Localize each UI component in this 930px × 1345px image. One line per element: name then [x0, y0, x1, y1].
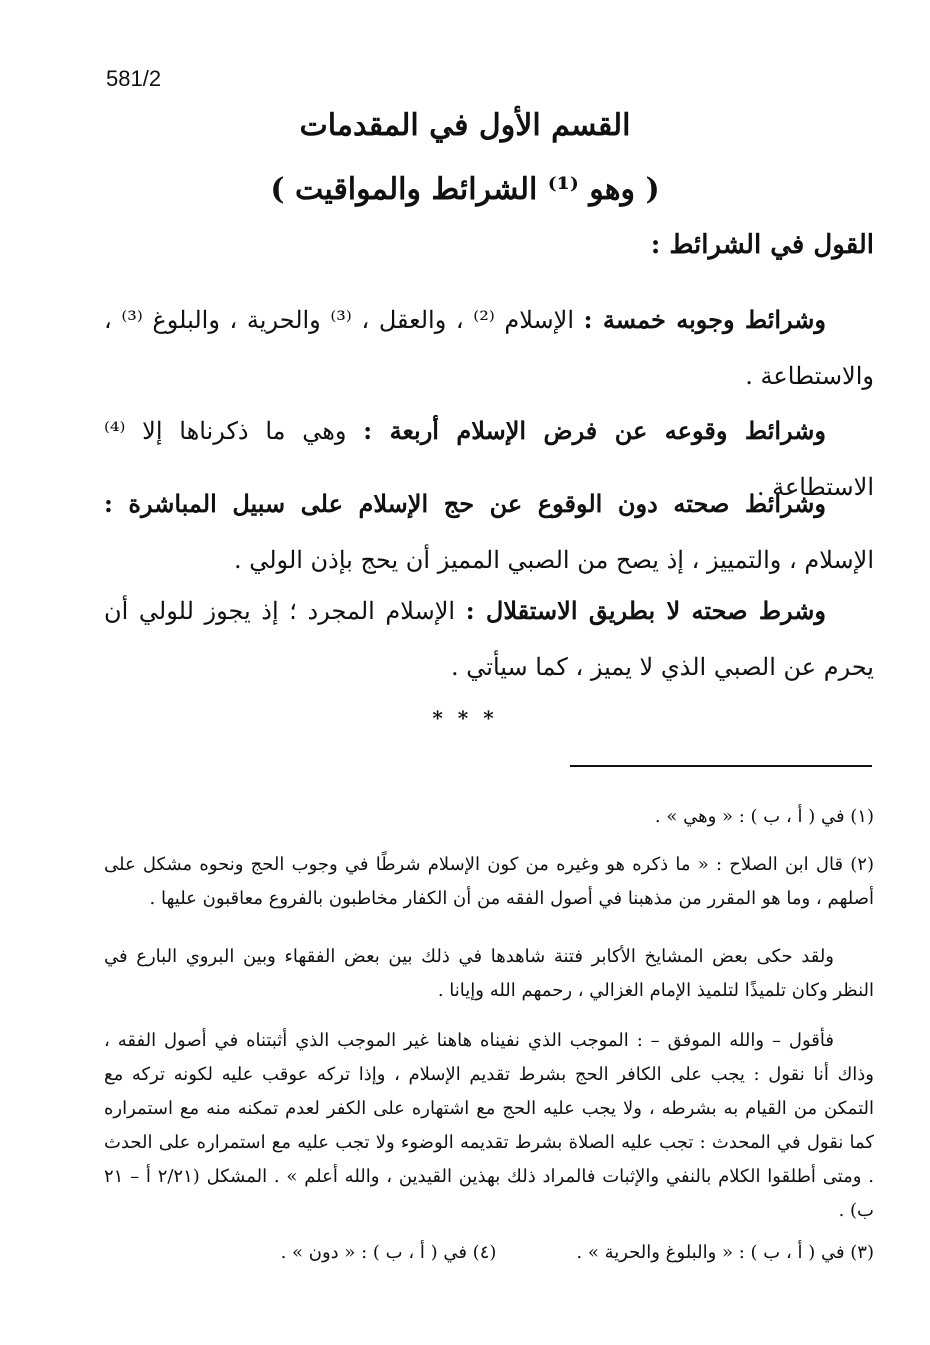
- paragraph-text: الإسلام ، والتمييز ، إذ يصح من الصبي المميز أن يحج بإذن الولي .: [233, 546, 874, 574]
- chapter-heading: القول في الشرائط :: [650, 230, 874, 260]
- paragraph-lead: وشرط صحته لا بطريق الاستقلال :: [465, 596, 826, 625]
- footnote-1: (١) في ( أ ، ب ) : « وهي » .: [654, 806, 874, 827]
- section-title: القسم الأول في المقدمات: [299, 108, 631, 143]
- footnote-divider: [570, 765, 872, 767]
- paragraph-text: الإسلام ⁽²⁾ ، والعقل ، ⁽³⁾ والحرية ، والبلوغ ⁽³⁾ ، والاستطاعة .: [104, 306, 874, 390]
- paragraph-lead: وشرائط وقوعه عن فرض الإسلام أربعة :: [363, 416, 826, 445]
- paragraph-text: وهي ما ذكرناها إلا ⁽⁴⁾ الاستطاعة .: [104, 417, 874, 501]
- section-subtitle: ( وهو ⁽¹⁾ الشرائط والمواقيت ): [270, 172, 660, 207]
- footnote-2-commentary: فأقول – والله الموفق – : الموجب الذي نفيناه هاهنا غير الموجب الذي أثبتناه في أصول الفقه ، وذاك أنا نقول : يجب على الكافر الحج بشرط تقديم الإسلام ، وإذا تركه عوقب عليه لكونه تركه مع التمكن من القيام به بشرطه ، ولا يجب عليه الحج مع اشتهاره على الكفر لعدم تمكنه منه مع استمراره كما نقول في المحدث : تجب عليه الصلاة بشرط تقديمه الوضوء ولا تجب عليه مع استمراره على الحدث . ومتى أطلقوا الكلام بالنفي والإثبات فالمراد ذلك بهذين القيدين ، والله أعلم » . المشكل (٢/٢١ أ – ٢١ ب) .: [104, 1030, 874, 1221]
- paragraph-obligation-conditions: [104, 292, 874, 404]
- footnotes-3-4: [104, 1236, 874, 1270]
- footnote-3: (٣) في ( أ ، ب ) : « والبلوغ والحرية » .: [576, 1242, 874, 1263]
- paragraph-text: الإسلام المجرد ؛ إذ يجوز للولي أن يحرم عن الصبي الذي لا يميز ، كما سيأتي .: [104, 597, 874, 681]
- footnote-2-continued: ولقد حكى بعض المشايخ الأكابر فتنة شاهدها في ذلك بين بعض الفقهاء وبين البروي البارع في النظر وكان تلميذًا لتلميذ الإمام الغزالي ، رحمهم الله وإيانا .: [104, 946, 874, 1001]
- paragraph-lead: وشرائط وجوبه خمسة :: [583, 305, 827, 334]
- section-separator: * * *: [432, 706, 498, 730]
- paragraph-non-independent-condition: [104, 583, 874, 695]
- paragraph-lead: وشرائط صحته دون الوقوع عن حج الإسلام على سبيل المباشرة :: [104, 489, 826, 518]
- footnote-2: (٢) قال ابن الصلاح : « ما ذكره هو وغيره من كون الإسلام شرطًا في وجوب الحج ونحوه مشكل على أصلهم ، وما هو المقرر من مذهبنا في أصول الفقه من أن الكفار مخاطبون بالفروع معاقبون عليها .: [104, 854, 874, 909]
- footnote-4: (٤) في ( أ ، ب ) : « دون » .: [280, 1242, 497, 1263]
- page-number: 581/2: [106, 66, 162, 91]
- paragraph-direct-validity-conditions: [104, 476, 874, 588]
